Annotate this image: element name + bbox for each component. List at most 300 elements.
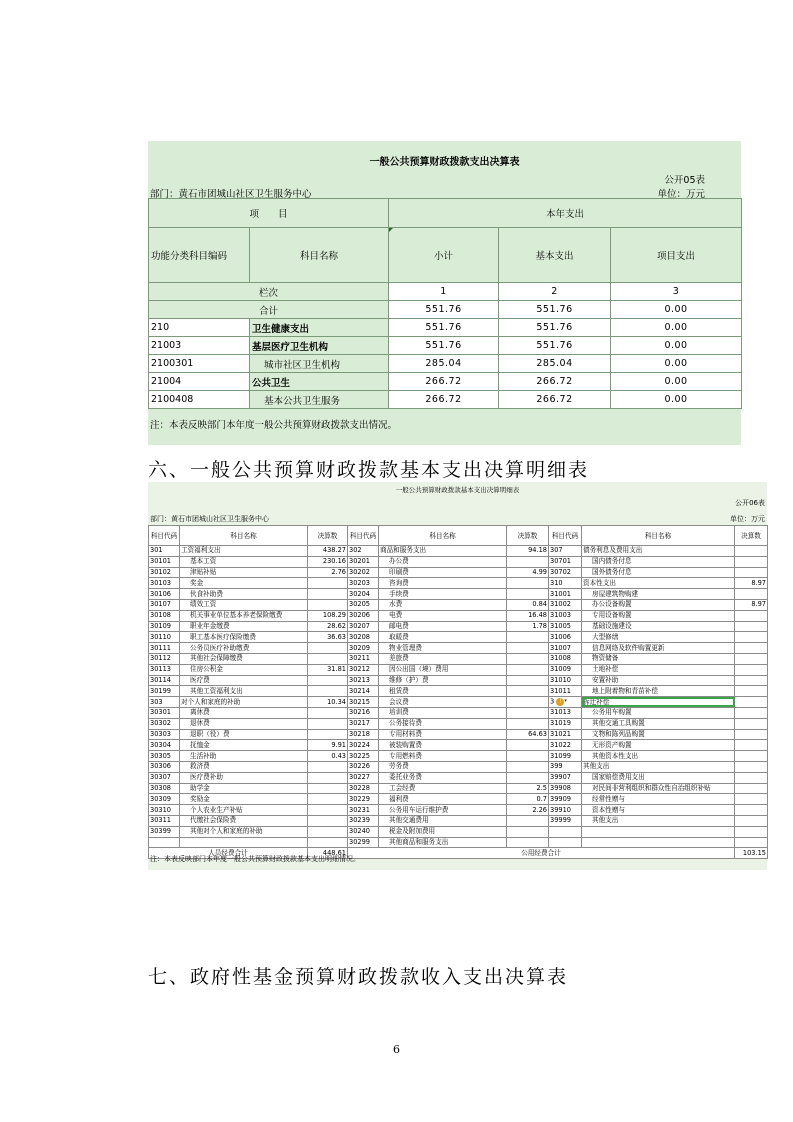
table-row bbox=[149, 761, 768, 772]
cell-code: 301 bbox=[149, 546, 180, 557]
cell-name: 代缴社会保险费 bbox=[180, 815, 308, 826]
table-row bbox=[149, 837, 768, 848]
table-row bbox=[149, 772, 768, 783]
row-name: 基层医疗卫生机构 bbox=[250, 337, 389, 355]
cell-name: 职业年金缴费 bbox=[180, 621, 308, 632]
cell-name: 信息网络及软件购置更新 bbox=[582, 643, 735, 654]
cell-amount: 64.63 bbox=[507, 729, 549, 740]
cell-amount bbox=[735, 761, 768, 772]
cell-amount: 8.97 bbox=[735, 599, 768, 610]
cell-code[interactable] bbox=[549, 697, 582, 708]
header-amount: 决算数 bbox=[735, 526, 768, 546]
table-row bbox=[149, 355, 742, 373]
cell-amount bbox=[735, 772, 768, 783]
cell-name: 公务用车购置 bbox=[582, 707, 735, 718]
cell-name: 土地补偿 bbox=[582, 664, 735, 675]
cell-code: 399 bbox=[549, 761, 582, 772]
header-amount: 决算数 bbox=[507, 526, 549, 546]
cell-code: 302 bbox=[348, 546, 379, 557]
cell-name: 公务用车运行维护费 bbox=[379, 805, 507, 816]
header-name: 科目名称 bbox=[582, 526, 735, 546]
cell-code: 30202 bbox=[348, 567, 379, 578]
cell-name: 公务员医疗补助缴费 bbox=[180, 643, 308, 654]
total-subtotal: 551.76 bbox=[389, 301, 499, 319]
table1-note: 注：本表反映部门本年度一般公共预算财政拨款支出情况。 bbox=[150, 420, 398, 431]
cell-amount bbox=[735, 610, 768, 621]
table-row bbox=[149, 783, 768, 794]
cell-amount: 2.76 bbox=[308, 567, 348, 578]
cell-code: 30201 bbox=[348, 556, 379, 567]
cell-amount bbox=[507, 697, 549, 708]
cell-amount: 230.16 bbox=[308, 556, 348, 567]
row-value: 266.72 bbox=[499, 373, 611, 391]
cell-amount bbox=[735, 653, 768, 664]
cell-name: 经常性赠与 bbox=[582, 794, 735, 805]
cell-code: 30299 bbox=[348, 837, 379, 848]
cell-name: 其他支出 bbox=[582, 815, 735, 826]
cell-amount: 8.97 bbox=[735, 578, 768, 589]
cell-code: 30218 bbox=[348, 729, 379, 740]
cell-amount bbox=[507, 686, 549, 697]
cell-amount: 16.48 bbox=[507, 610, 549, 621]
cell-code: 31002 bbox=[549, 599, 582, 610]
row-value: 0.00 bbox=[611, 373, 742, 391]
cell-code: 30224 bbox=[348, 740, 379, 751]
cell-code: 30307 bbox=[149, 772, 180, 783]
table1-form-number: 公开05表 bbox=[664, 175, 705, 186]
cell-code: 30112 bbox=[149, 653, 180, 664]
cell-code: 30225 bbox=[348, 751, 379, 762]
cell-name: 奖励金 bbox=[180, 794, 308, 805]
table-row bbox=[149, 826, 768, 837]
cell-amount bbox=[507, 653, 549, 664]
row-value: 266.72 bbox=[499, 391, 611, 409]
table2-grid bbox=[148, 525, 768, 859]
table-row bbox=[149, 675, 768, 686]
cell-name: 大型修缮 bbox=[582, 632, 735, 643]
cell-name: 津贴补贴 bbox=[180, 567, 308, 578]
cell-code: 30228 bbox=[348, 783, 379, 794]
cell-amount bbox=[735, 740, 768, 751]
section-heading-6: 六、一般公共预算财政拨款基本支出决算明细表 bbox=[148, 459, 590, 481]
cell-amount bbox=[308, 578, 348, 589]
cell-name: 办公费 bbox=[379, 556, 507, 567]
table-row bbox=[149, 599, 768, 610]
cell-code: 30114 bbox=[149, 675, 180, 686]
cell-code: 31005 bbox=[549, 621, 582, 632]
cell-amount bbox=[507, 826, 549, 837]
cell-name: 差旅费 bbox=[379, 653, 507, 664]
cell-amount bbox=[507, 837, 549, 848]
cell-amount bbox=[308, 653, 348, 664]
cell-name: 安置补助 bbox=[582, 675, 735, 686]
cell-amount bbox=[735, 783, 768, 794]
cell-name: 手续费 bbox=[379, 589, 507, 600]
column-index: 3 bbox=[611, 283, 742, 301]
cell-code bbox=[549, 837, 582, 848]
header-name: 科目名称 bbox=[180, 526, 308, 546]
table-row bbox=[149, 815, 768, 826]
cell-code: 30108 bbox=[149, 610, 180, 621]
cell-code bbox=[149, 837, 180, 848]
cell-code bbox=[549, 826, 582, 837]
cell-name: 国外债务付息 bbox=[582, 567, 735, 578]
cell-code: 30212 bbox=[348, 664, 379, 675]
cell-amount bbox=[308, 686, 348, 697]
cell-amount bbox=[507, 707, 549, 718]
cell-name: 商品和服务支出 bbox=[379, 546, 507, 557]
cell-code: 30227 bbox=[348, 772, 379, 783]
personnel-total-value: 448.61 bbox=[308, 848, 348, 859]
cell-amount bbox=[735, 686, 768, 697]
cell-code: 30229 bbox=[348, 794, 379, 805]
cell-amount bbox=[308, 707, 348, 718]
cell-amount bbox=[735, 556, 768, 567]
cell-name: 电费 bbox=[379, 610, 507, 621]
table-row bbox=[149, 664, 768, 675]
table-row bbox=[149, 686, 768, 697]
table-row bbox=[149, 643, 768, 654]
cell-name: 工会经费 bbox=[379, 783, 507, 794]
cell-code: 31003 bbox=[549, 610, 582, 621]
cell-amount: 2.26 bbox=[507, 805, 549, 816]
cell-code: 31021 bbox=[549, 729, 582, 740]
cell-code: 30110 bbox=[149, 632, 180, 643]
table-row bbox=[149, 729, 768, 740]
cell-code: 30216 bbox=[348, 707, 379, 718]
cell-code: 30302 bbox=[149, 718, 180, 729]
cell-name: 离休费 bbox=[180, 707, 308, 718]
cell-amount bbox=[735, 546, 768, 557]
header-amount: 决算数 bbox=[308, 526, 348, 546]
cell-code: 30309 bbox=[149, 794, 180, 805]
cell-amount bbox=[735, 826, 768, 837]
row-value: 551.76 bbox=[499, 337, 611, 355]
cell-amount bbox=[308, 718, 348, 729]
cell-amount: 438.27 bbox=[308, 546, 348, 557]
cell-code: 30109 bbox=[149, 621, 180, 632]
table2-unit: 单位：万元 bbox=[730, 515, 765, 523]
cell-amount bbox=[735, 589, 768, 600]
cell-code: 31019 bbox=[549, 718, 582, 729]
table-row bbox=[149, 632, 768, 643]
cell-name: 伙食补助费 bbox=[180, 589, 308, 600]
cell-code: 30240 bbox=[348, 826, 379, 837]
row-value: 0.00 bbox=[611, 391, 742, 409]
cell-name bbox=[582, 826, 735, 837]
cell-code: 31099 bbox=[549, 751, 582, 762]
cell-amount bbox=[735, 718, 768, 729]
total-basic: 551.76 bbox=[499, 301, 611, 319]
cell-name: 专用燃料费 bbox=[379, 751, 507, 762]
table1-department: 部门：黄石市团城山社区卫生服务中心 bbox=[150, 189, 312, 200]
table-row bbox=[149, 610, 768, 621]
cell-code: 30301 bbox=[149, 707, 180, 718]
cell-name: 其他支出 bbox=[582, 761, 735, 772]
row-value: 266.72 bbox=[389, 373, 499, 391]
cell-name: 救济费 bbox=[180, 761, 308, 772]
cell-name: 机关事业单位基本养老保险缴费 bbox=[180, 610, 308, 621]
cell-code: 31010 bbox=[549, 675, 582, 686]
section-heading-7: 七、政府性基金预算财政拨款收入支出决算表 bbox=[148, 966, 569, 988]
cell-name: 其他对个人和家庭的补助 bbox=[180, 826, 308, 837]
cell-code-text: 3 bbox=[550, 697, 555, 706]
cell-code: 39907 bbox=[549, 772, 582, 783]
table-row bbox=[149, 794, 768, 805]
cell-amount: 94.18 bbox=[507, 546, 549, 557]
cell-code: 39999 bbox=[549, 815, 582, 826]
cell-code: 30199 bbox=[149, 686, 180, 697]
row-value: 551.76 bbox=[389, 319, 499, 337]
cell-name: 资本性支出 bbox=[582, 578, 735, 589]
cell-code: 30103 bbox=[149, 578, 180, 589]
cell-amount bbox=[308, 772, 348, 783]
cell-name: 租赁费 bbox=[379, 686, 507, 697]
cell-amount bbox=[308, 794, 348, 805]
cell-amount bbox=[735, 707, 768, 718]
cell-amount bbox=[507, 740, 549, 751]
table1-title: 一般公共预算财政拨款支出决算表 bbox=[369, 157, 520, 168]
cell-amount bbox=[507, 556, 549, 567]
cell-code: 31009 bbox=[549, 664, 582, 675]
cell-code: 30239 bbox=[348, 815, 379, 826]
table2-form-number: 公开06表 bbox=[735, 499, 765, 507]
cell-code: 30101 bbox=[149, 556, 180, 567]
row-code: 210 bbox=[149, 319, 250, 337]
row-value: 551.76 bbox=[499, 319, 611, 337]
cell-name: 咨询费 bbox=[379, 578, 507, 589]
cell-name: 医疗费 bbox=[180, 675, 308, 686]
table1-grid bbox=[148, 198, 742, 409]
cell-name: 文物和陈列品购置 bbox=[582, 729, 735, 740]
cell-amount bbox=[735, 805, 768, 816]
cell-amount bbox=[507, 589, 549, 600]
cell-code: 30231 bbox=[348, 805, 379, 816]
cell-amount: 0.84 bbox=[507, 599, 549, 610]
cell-code: 30107 bbox=[149, 599, 180, 610]
cell-code: 30209 bbox=[348, 643, 379, 654]
cell-amount bbox=[735, 794, 768, 805]
cell-name: 个人农业生产补贴 bbox=[180, 805, 308, 816]
cell-amount bbox=[735, 621, 768, 632]
cell-code: 30701 bbox=[549, 556, 582, 567]
cell-amount bbox=[308, 761, 348, 772]
cell-code: 39908 bbox=[549, 783, 582, 794]
cell-name: 国家赔偿费用支出 bbox=[582, 772, 735, 783]
cell-code: 30106 bbox=[149, 589, 180, 600]
cell-name: 职工基本医疗保险缴费 bbox=[180, 632, 308, 643]
header-basic: 基本支出 bbox=[499, 228, 611, 283]
cell-name: 奖金 bbox=[180, 578, 308, 589]
row-value: 285.04 bbox=[389, 355, 499, 373]
header-project: 项目支出 bbox=[611, 228, 742, 283]
alert-icon[interactable]: ! bbox=[556, 698, 564, 706]
table-row bbox=[149, 546, 768, 557]
cell-code: 39909 bbox=[549, 794, 582, 805]
row-value: 285.04 bbox=[499, 355, 611, 373]
cell-amount bbox=[735, 729, 768, 740]
column-index: 1 bbox=[389, 283, 499, 301]
table2-note: 注：本表反映部门本年度一般公共预算财政拨款基本支出明细情况。 bbox=[150, 855, 360, 863]
cell-name: 福利费 bbox=[379, 794, 507, 805]
row-code: 2100408 bbox=[149, 391, 250, 409]
cell-name: 基础设施建设 bbox=[582, 621, 735, 632]
public-total-label: 公用经费合计 bbox=[348, 848, 735, 859]
table-row bbox=[149, 589, 768, 600]
cell-name: 资本性赠与 bbox=[582, 805, 735, 816]
table-row bbox=[149, 740, 768, 751]
cell-name: 办公设备购置 bbox=[582, 599, 735, 610]
cell-name: 绩效工资 bbox=[180, 599, 308, 610]
cell-name: 委托业务费 bbox=[379, 772, 507, 783]
cell-name: 助学金 bbox=[180, 783, 308, 794]
table-row bbox=[149, 707, 768, 718]
table-row bbox=[149, 751, 768, 762]
cell-amount bbox=[507, 718, 549, 729]
cell-name: 维修（护）费 bbox=[379, 675, 507, 686]
table-row bbox=[149, 567, 768, 578]
cell-amount: 10.34 bbox=[308, 697, 348, 708]
cell-amount bbox=[507, 675, 549, 686]
cell-code: 30303 bbox=[149, 729, 180, 740]
cell-code: 30205 bbox=[348, 599, 379, 610]
dropdown-arrow-icon[interactable]: ▾ bbox=[564, 698, 567, 705]
cell-name[interactable]: 拆迁补偿 bbox=[582, 697, 735, 708]
cell-name: 物业管理费 bbox=[379, 643, 507, 654]
cell-code: 30215 bbox=[348, 697, 379, 708]
cell-amount: 2.5 bbox=[507, 783, 549, 794]
header-code: 科目代码 bbox=[348, 526, 379, 546]
header-code: 功能分类科目编码 bbox=[149, 228, 250, 283]
cell-amount bbox=[735, 751, 768, 762]
cell-name: 公务接待费 bbox=[379, 718, 507, 729]
cell-code: 30203 bbox=[348, 578, 379, 589]
total-label: 合计 bbox=[149, 301, 389, 319]
cell-amount bbox=[308, 675, 348, 686]
table-row bbox=[149, 373, 742, 391]
cell-code: 30204 bbox=[348, 589, 379, 600]
cell-amount: 0.7 bbox=[507, 794, 549, 805]
row-value: 551.76 bbox=[389, 337, 499, 355]
column-index: 2 bbox=[499, 283, 611, 301]
cell-code: 30305 bbox=[149, 751, 180, 762]
row-value: 0.00 bbox=[611, 337, 742, 355]
cell-amount bbox=[308, 783, 348, 794]
cell-name: 劳务费 bbox=[379, 761, 507, 772]
table1-subheader-row bbox=[149, 228, 742, 283]
row-name: 卫生健康支出 bbox=[250, 319, 389, 337]
row-name: 城市社区卫生机构 bbox=[250, 355, 389, 373]
table2-department: 部门：黄石市团城山社区卫生服务中心 bbox=[150, 515, 269, 523]
cell-amount bbox=[308, 729, 348, 740]
cell-name: 住房公积金 bbox=[180, 664, 308, 675]
cell-name: 会议费 bbox=[379, 697, 507, 708]
cell-amount: 36.63 bbox=[308, 632, 348, 643]
table1-unit: 单位：万元 bbox=[657, 189, 705, 200]
cell-code: 31011 bbox=[549, 686, 582, 697]
cell-amount bbox=[735, 815, 768, 826]
row-value: 266.72 bbox=[389, 391, 499, 409]
cell-amount bbox=[735, 632, 768, 643]
cell-code: 31022 bbox=[549, 740, 582, 751]
cell-name: 无形资产购置 bbox=[582, 740, 735, 751]
cell-name: 基本工资 bbox=[180, 556, 308, 567]
cell-name: 退职（役）费 bbox=[180, 729, 308, 740]
cell-name: 专用材料费 bbox=[379, 729, 507, 740]
cell-amount bbox=[308, 805, 348, 816]
cell-amount: 1.78 bbox=[507, 621, 549, 632]
cell-code: 30308 bbox=[149, 783, 180, 794]
cell-code: 31006 bbox=[549, 632, 582, 643]
table2-header-row bbox=[149, 526, 768, 546]
cell-name: 地上附着物和青苗补偿 bbox=[582, 686, 735, 697]
cell-name: 抚恤金 bbox=[180, 740, 308, 751]
cell-code: 30304 bbox=[149, 740, 180, 751]
personnel-total-label: 人员经费合计 bbox=[149, 848, 308, 859]
cell-code: 31007 bbox=[549, 643, 582, 654]
cell-code: 31013 bbox=[549, 707, 582, 718]
cell-amount bbox=[507, 751, 549, 762]
cell-amount bbox=[735, 567, 768, 578]
cell-name: 取暖费 bbox=[379, 632, 507, 643]
row-code: 2100301 bbox=[149, 355, 250, 373]
table1-header-row bbox=[149, 199, 742, 228]
table-row bbox=[149, 556, 768, 567]
cell-code: 30206 bbox=[348, 610, 379, 621]
cell-amount bbox=[507, 772, 549, 783]
cell-amount bbox=[507, 761, 549, 772]
cell-name: 工资福利支出 bbox=[180, 546, 308, 557]
header-year-expenditure: 本年支出 bbox=[389, 199, 742, 228]
cell-name: 其他社会保障缴费 bbox=[180, 653, 308, 664]
column-index-label: 栏次 bbox=[149, 283, 389, 301]
cell-amount bbox=[735, 664, 768, 675]
cell-code: 39910 bbox=[549, 805, 582, 816]
row-code: 21003 bbox=[149, 337, 250, 355]
header-name: 科目名称 bbox=[379, 526, 507, 546]
cell-name: 退休费 bbox=[180, 718, 308, 729]
table1-total-row bbox=[149, 301, 742, 319]
row-name: 公共卫生 bbox=[250, 373, 389, 391]
cell-amount: 28.62 bbox=[308, 621, 348, 632]
cell-code: 30102 bbox=[149, 567, 180, 578]
cell-name: 其他资本性支出 bbox=[582, 751, 735, 762]
cell-code: 30207 bbox=[348, 621, 379, 632]
table-row bbox=[149, 718, 768, 729]
cell-amount bbox=[308, 815, 348, 826]
cell-code: 30310 bbox=[149, 805, 180, 816]
cell-name: 其他工资福利支出 bbox=[180, 686, 308, 697]
cell-name: 水费 bbox=[379, 599, 507, 610]
page-number: 6 bbox=[393, 1043, 400, 1056]
cell-name: 其他交通费用 bbox=[379, 815, 507, 826]
header-code: 科目代码 bbox=[149, 526, 180, 546]
cell-code: 30702 bbox=[549, 567, 582, 578]
cell-amount bbox=[735, 675, 768, 686]
cell-name bbox=[582, 837, 735, 848]
cell-code: 30217 bbox=[348, 718, 379, 729]
table1-column-index-row bbox=[149, 283, 742, 301]
cell-name: 邮电费 bbox=[379, 621, 507, 632]
cell-name: 专用设备购置 bbox=[582, 610, 735, 621]
cell-code: 30111 bbox=[149, 643, 180, 654]
cell-amount: 9.91 bbox=[308, 740, 348, 751]
table-row bbox=[149, 621, 768, 632]
cell-code: 31001 bbox=[549, 589, 582, 600]
table-row bbox=[149, 578, 768, 589]
table-row bbox=[149, 337, 742, 355]
cell-amount bbox=[735, 837, 768, 848]
